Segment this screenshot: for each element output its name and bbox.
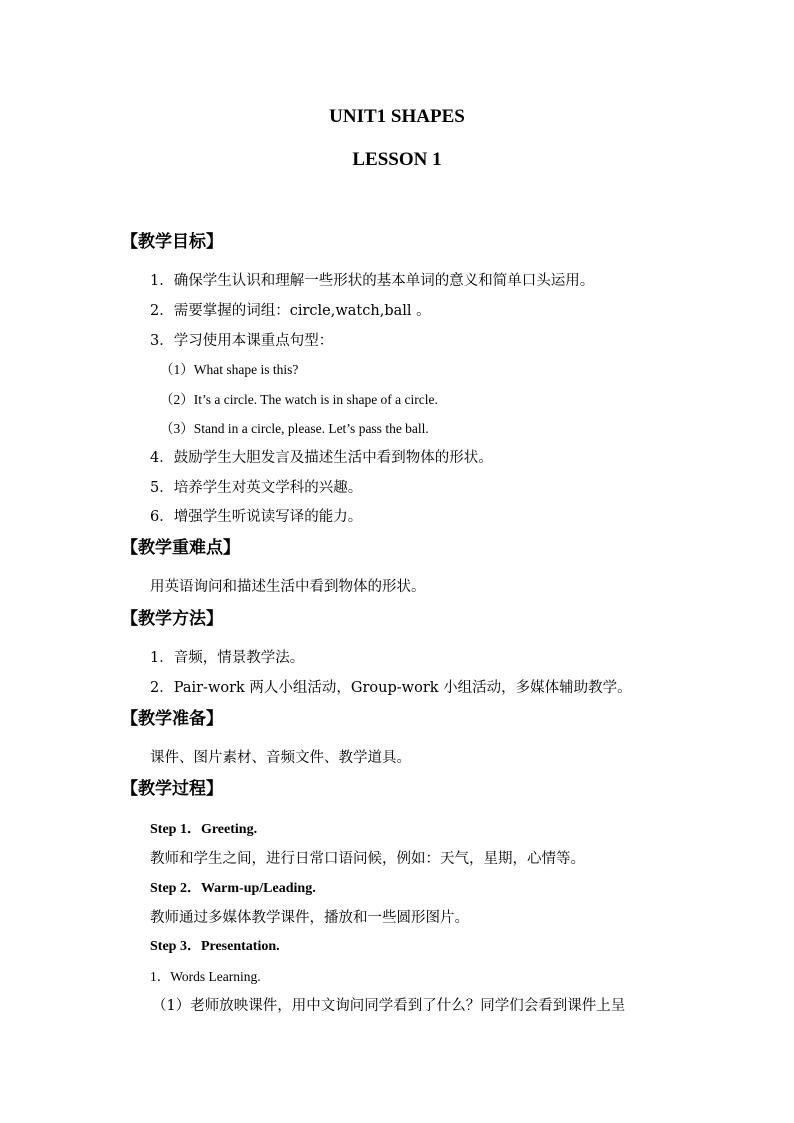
keypoints-text: 用英语询问和描述生活中看到物体的形状。: [150, 579, 426, 595]
step-title: Step 1．Greeting.: [150, 822, 258, 837]
section-heading-objectives: 【教学目标】: [121, 232, 223, 252]
objective-subitem: （2）It’s a circle. The watch is in shape of a circle.: [160, 392, 438, 407]
objective-subitem: （1）What shape is this?: [160, 362, 299, 377]
step-text: 教师通过多媒体教学课件，播放和一些圆形图片。: [150, 910, 469, 926]
preparation-text: 课件、图片素材、音频文件、教学道具。: [150, 750, 411, 766]
objective-item: 5．培养学生对英文学科的兴趣。: [150, 480, 363, 496]
objective-subitem: （3）Stand in a circle, please. Let’s pass the ball.: [160, 421, 429, 436]
section-heading-process: 【教学过程】: [121, 779, 223, 799]
step-text: （1）老师放映课件，用中文询问同学看到了什么？同学们会看到课件上呈: [152, 998, 626, 1014]
objective-item: 2．需要掌握的词组：circle,watch,ball 。: [150, 303, 431, 319]
step-item: 1．Words Learning.: [150, 969, 261, 984]
objective-item: 4．鼓励学生大胆发言及描述生活中看到物体的形状。: [150, 450, 493, 466]
objective-item: 3．学习使用本课重点句型：: [150, 333, 334, 349]
step-title: Step 3．Presentation.: [150, 939, 280, 954]
objective-item: 1．确保学生认识和理解一些形状的基本单词的意义和简单口头运用。: [150, 273, 595, 289]
section-heading-keypoints: 【教学重难点】: [121, 538, 240, 558]
section-heading-methods: 【教学方法】: [121, 609, 223, 629]
document-subtitle: LESSON 1: [352, 149, 442, 170]
objective-item: 6．增强学生听说读写译的能力。: [150, 509, 363, 525]
method-item: 1．音频，情景教学法。: [150, 650, 305, 666]
step-text: 教师和学生之间，进行日常口语问候，例如：天气，星期，心情等。: [150, 851, 585, 867]
section-heading-preparation: 【教学准备】: [121, 709, 223, 729]
method-item: 2．Pair-work 两人小组活动，Group-work 小组活动，多媒体辅助教学。: [150, 680, 632, 696]
document-title: UNIT1 SHAPES: [329, 106, 465, 127]
step-title: Step 2．Warm-up/Leading.: [150, 881, 316, 896]
